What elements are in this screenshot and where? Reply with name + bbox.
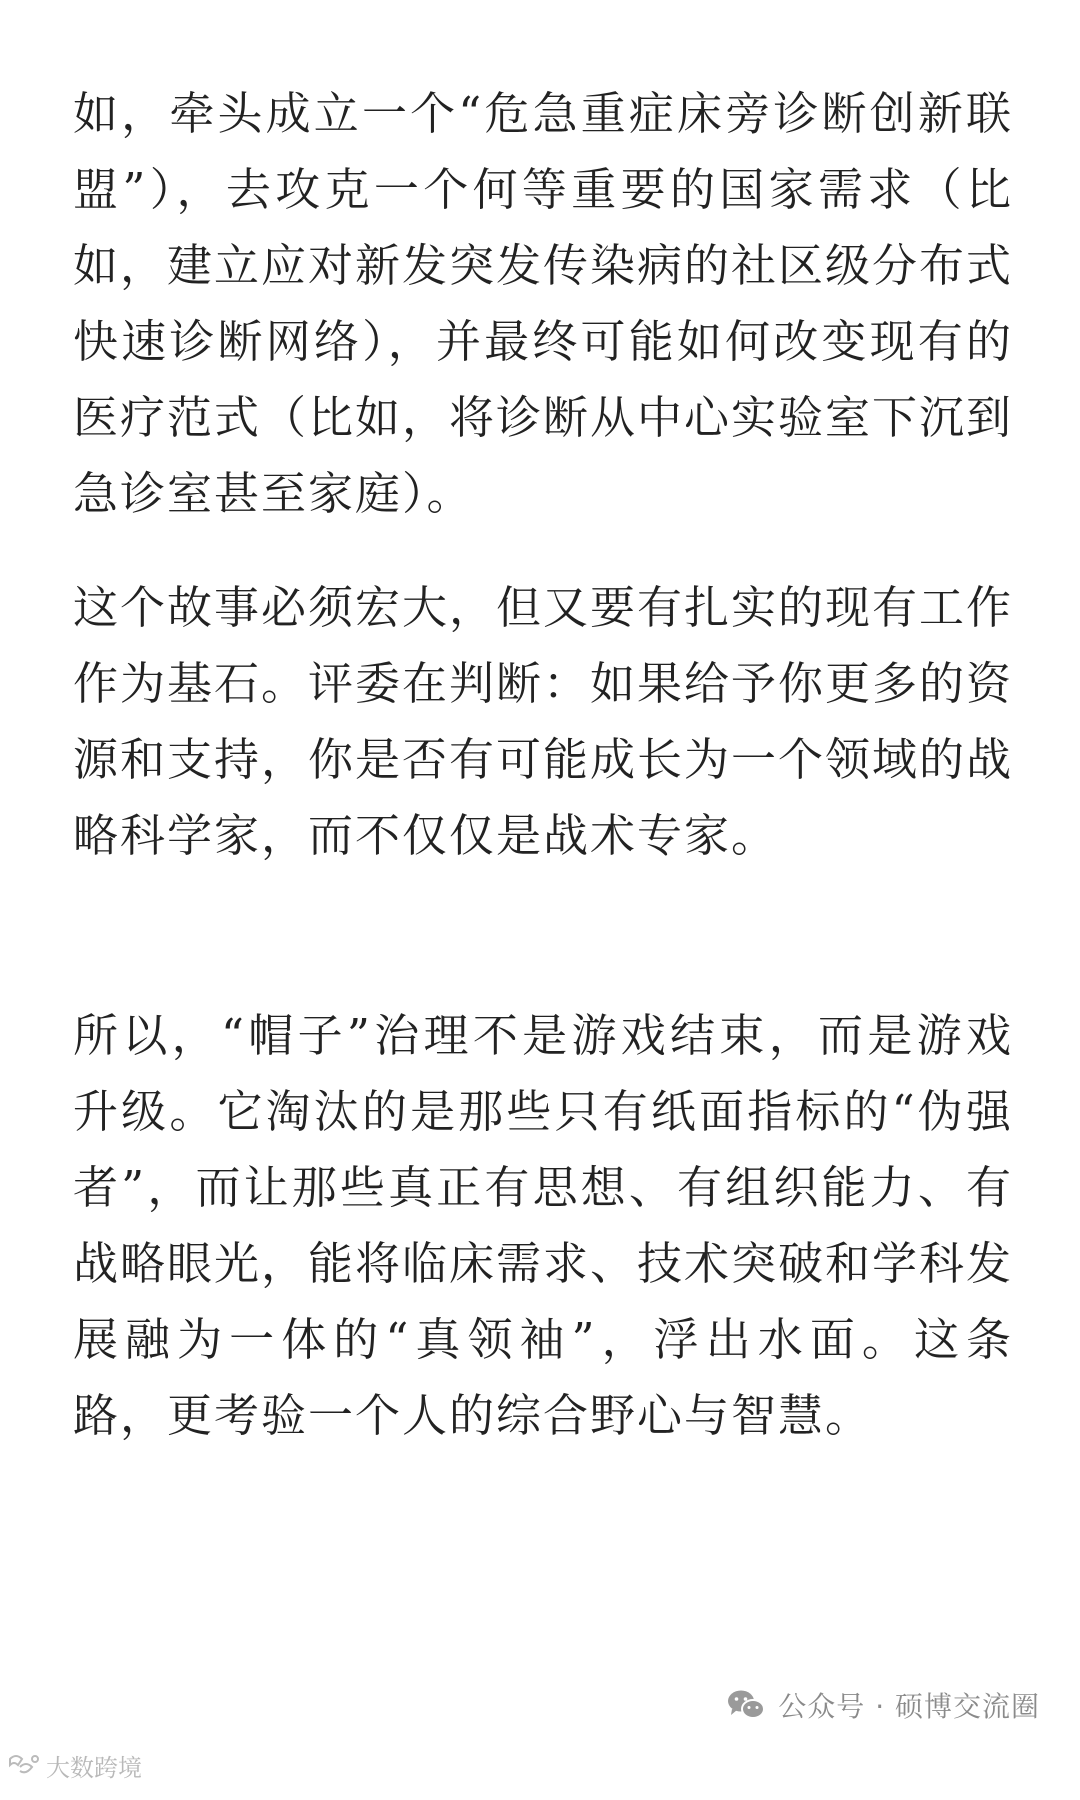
wechat-icon [726,1688,766,1722]
paragraph-hat-governance: 所以，“帽子”治理不是游戏结束，而是游戏升级。它淘汰的是那些只有纸面指标的“伪强者”，而让那些真正有思想、有组织能力、有战略眼光，能将临床需求、技术突破和学科发展融为一体的“真领袖”，浮出水面。这条路，更考验一个人的综合野心与智慧。 [73,1009,1014,1442]
brand-logo-icon [6,1751,42,1781]
article-body [73,76,1013,1454]
watermark-account-name: 公众号 · 硕博交流圈 [778,1690,1040,1723]
wechat-account-watermark [726,1685,1040,1725]
brand-watermark [6,1748,142,1783]
paragraph-grand-story: 这个故事必须宏大，但又要有扎实的现有工作作为基石。评委在判断：如果给予你更多的资源和支持，你是否有可能成长为一个领域的战略科学家，而不仅仅是战术专家。 [73,581,1014,862]
brand-watermark-text: 大数跨境 [46,1754,142,1782]
paragraph-innovation-alliance: 如，牵头成立一个“危急重症床旁诊断创新联盟”），去攻克一个何等重要的国家需求（比如，建立应对新发突发传染病的社区级分布式快速诊断网络），并最终可能如何改变现有的医疗范式（比如，将诊断从中心实验室下沉到急诊室甚至家庭）。 [73,87,1014,520]
